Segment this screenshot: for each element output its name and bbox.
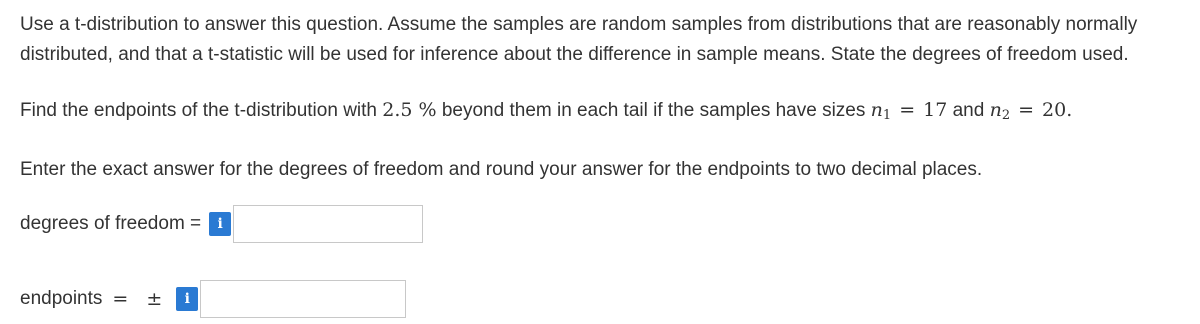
n2-variable: n bbox=[989, 99, 1002, 121]
n1-value: 17 bbox=[923, 99, 948, 121]
intro-text: Use a t-distribution to answer this question. Assume the samples are random samples from distributions that are reasonably normally distributed, and that a t-statistic will be used for inference about the difference in sample means. State the degrees of freedom used. bbox=[20, 14, 1138, 65]
and-text: and bbox=[947, 100, 990, 121]
n2-expression bbox=[990, 99, 1073, 121]
info-icon[interactable]: i bbox=[176, 287, 198, 311]
info-icon[interactable]: i bbox=[209, 212, 231, 236]
endpoints-row bbox=[20, 280, 406, 318]
n1-subscript: 1 bbox=[882, 108, 892, 123]
endpoints-equals: = bbox=[112, 288, 129, 310]
endpoints-input[interactable] bbox=[200, 280, 406, 318]
n1-equals: = bbox=[899, 99, 916, 121]
n1-variable: n bbox=[870, 99, 883, 121]
n1-expression bbox=[871, 99, 948, 121]
question-text bbox=[20, 95, 1192, 126]
degrees-of-freedom-row bbox=[20, 205, 423, 243]
n2-value: 20. bbox=[1042, 99, 1073, 121]
n2-equals: = bbox=[1018, 99, 1035, 121]
plus-minus-symbol: ± bbox=[146, 288, 163, 310]
question-middle: beyond them in each tail if the samples have sizes bbox=[436, 100, 871, 121]
n2-subscript: 2 bbox=[1001, 108, 1011, 123]
degrees-of-freedom-input[interactable] bbox=[233, 205, 423, 243]
instruction-text: Enter the exact answer for the degrees of freedom and round your answer for the endpoints to two decimal places. bbox=[20, 159, 983, 180]
degrees-of-freedom-label: degrees of freedom = bbox=[20, 213, 202, 234]
percent-value: 2.5 % bbox=[382, 99, 437, 121]
endpoints-label: endpoints bbox=[20, 288, 103, 309]
question-prefix: Find the endpoints of the t-distribution with bbox=[20, 100, 383, 121]
